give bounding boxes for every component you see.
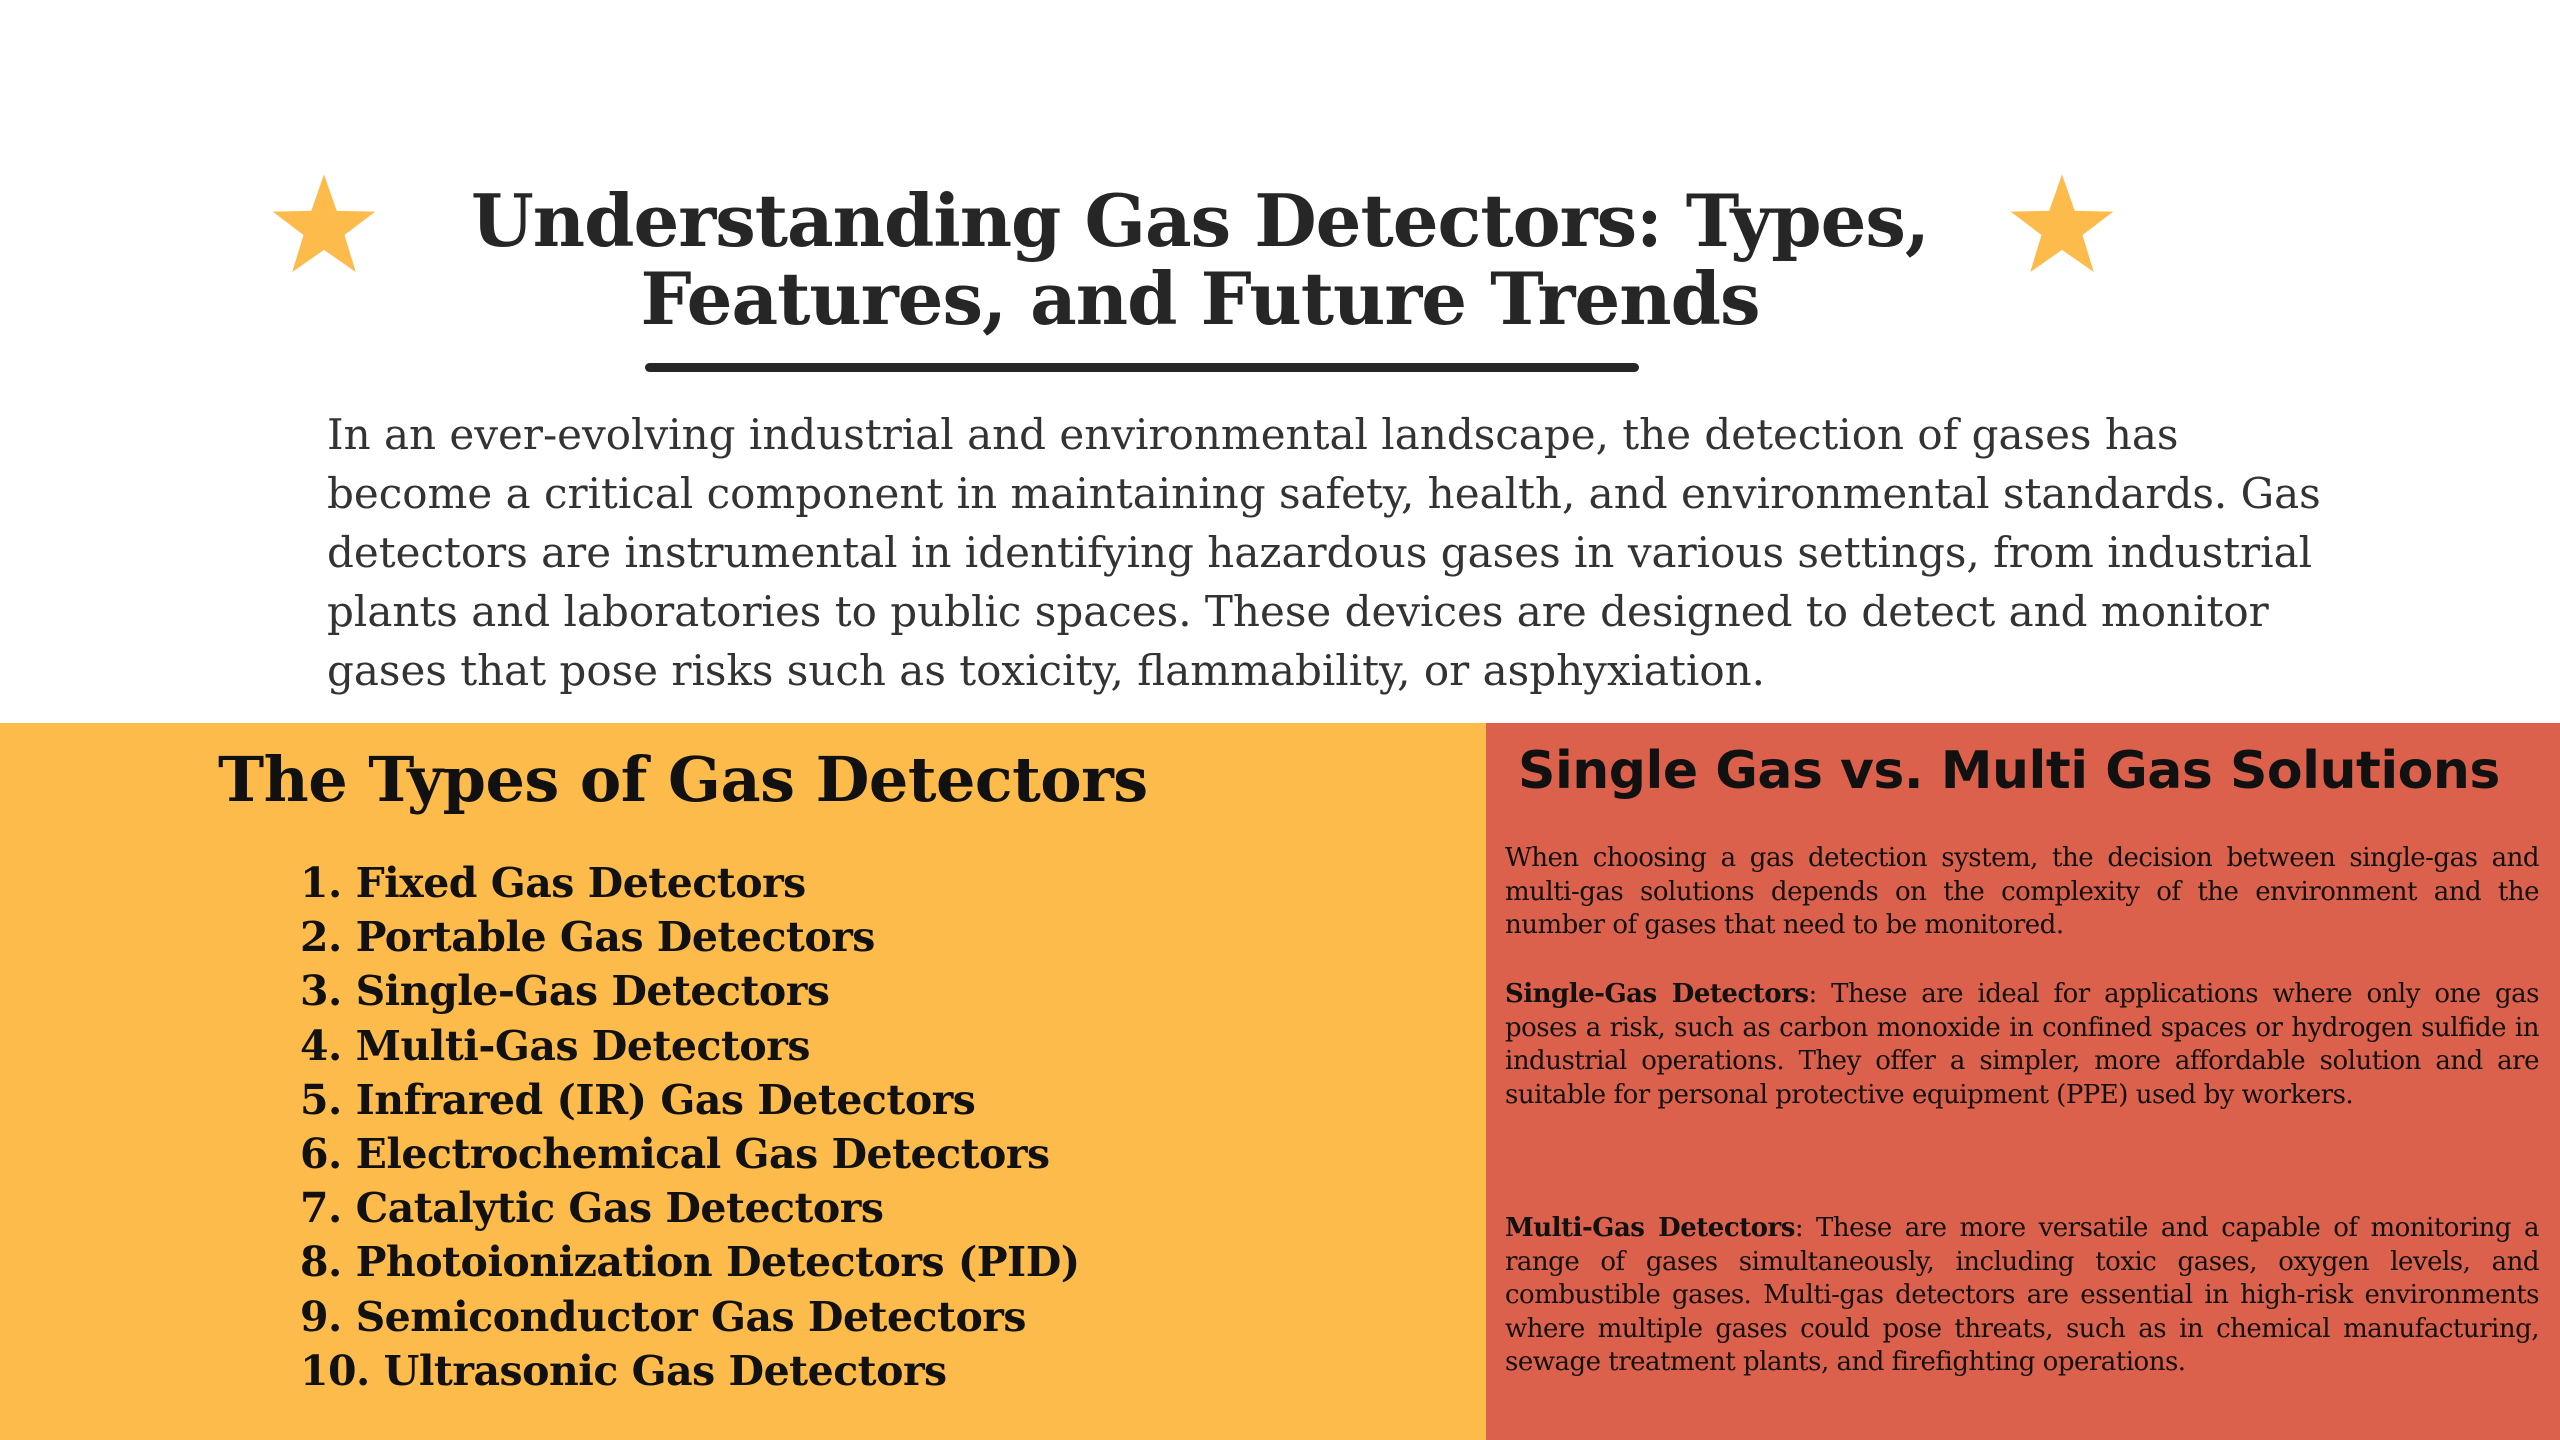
list-item: 9. Semiconductor Gas Detectors xyxy=(300,1292,1026,1341)
comparison-intro: When choosing a gas detection system, the decision between single-gas and multi-gas solutions depends on the complexity of the environment and the number of gases that need to be monitored. xyxy=(1505,843,2539,940)
title-line-2: Features, and Future Trends xyxy=(640,256,1760,341)
types-heading: The Types of Gas Detectors xyxy=(218,743,1148,816)
list-item: 3. Single-Gas Detectors xyxy=(300,967,830,1016)
title-underline xyxy=(645,363,1639,372)
list-item: 1. Fixed Gas Detectors xyxy=(300,859,806,907)
single-gas-text: : These are ideal for applications where only one gas poses a risk, such as carbon monoxide in confined spaces or hydrogen sulfide in industrial operations. They offer a simpler, more affordable solution and are suitable for personal protective equipment (PPE) used by workers. xyxy=(1505,979,2539,1110)
intro-paragraph: In an ever-evolving industrial and environmental landscape, the detection of gases has become a critical component in maintaining safety, health, and environmental standards. Gas detectors are instrumental in identifying hazardous gases in various settings, from industrial plants and laboratories to public spaces. These devices are designed to detect and monitor gases that pose risks such as toxicity, flammability, or asphyxiation. xyxy=(327,410,2321,695)
list-item: 2. Portable Gas Detectors xyxy=(300,913,875,962)
multi-gas-label: Multi-Gas Detectors xyxy=(1505,1213,1795,1243)
star-icon-right xyxy=(2008,172,2116,276)
types-list xyxy=(300,856,1080,1398)
multi-gas-text: : These are more versatile and capable of monitoring a range of gases simultaneously, including toxic gases, oxygen levels, and combustible gases. Multi-gas detectors are essential in high-risk environments where multiple gases could pose threats, such as in chemical manufacturing, sewage treatment plants, and firefighting operations. xyxy=(1505,1213,2540,1377)
list-item: 6. Electrochemical Gas Detectors xyxy=(300,1130,1050,1179)
single-gas-paragraph xyxy=(1505,978,2539,1112)
page-title xyxy=(400,178,2000,341)
multi-gas-paragraph xyxy=(1505,1212,2539,1380)
single-gas-label: Single-Gas Detectors xyxy=(1505,979,1809,1009)
list-item: 4. Multi-Gas Detectors xyxy=(300,1021,810,1070)
list-item: 10. Ultrasonic Gas Detectors xyxy=(300,1346,947,1395)
title-line-1: Understanding Gas Detectors: Types, xyxy=(470,178,1929,263)
star-icon-left xyxy=(270,172,378,276)
comparison-heading: Single Gas vs. Multi Gas Solutions xyxy=(1518,741,2500,801)
list-item: 5. Infrared (IR) Gas Detectors xyxy=(300,1075,976,1124)
star-icon xyxy=(2008,172,2116,276)
list-item: 8. Photoionization Detectors (PID) xyxy=(300,1238,1080,1287)
star-icon xyxy=(270,172,378,276)
list-item: 7. Catalytic Gas Detectors xyxy=(300,1184,884,1233)
